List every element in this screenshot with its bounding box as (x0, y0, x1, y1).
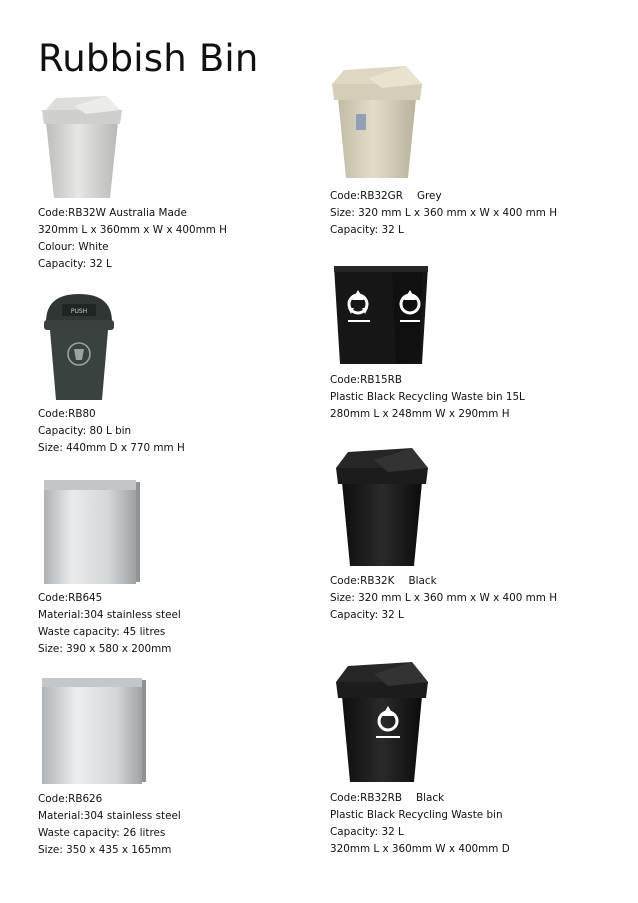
product-code: Code:RB32RB (330, 792, 403, 804)
product-code-line (330, 790, 510, 807)
stainless-steel-bin-645-image (42, 478, 142, 586)
product-description: Plastic Black Recycling Waste bin 15L (330, 391, 525, 403)
product-size: 280mm L x 248mm W x 290mm H (330, 408, 510, 420)
product-code: Code:RB80 (38, 408, 96, 420)
product-code: Code:RB32K (330, 575, 395, 587)
product-size: Size: 440mm D x 770 mm H (38, 442, 185, 454)
product-rb32k-details (330, 573, 557, 624)
product-colour: Black (416, 792, 445, 804)
product-size: Size: 390 x 580 x 200mm (38, 643, 172, 655)
product-rb32w-details (38, 205, 227, 273)
product-code-line (330, 573, 557, 590)
product-capacity: Capacity: 32 L (330, 224, 404, 236)
product-code: Code:RB32GR (330, 190, 403, 202)
stainless-steel-bin-626-image (40, 676, 148, 786)
push-label: PUSH (70, 308, 88, 315)
product-rb80-details (38, 406, 185, 457)
product-code: Code:RB626 (38, 793, 103, 805)
product-rb15rb-details (330, 372, 525, 423)
product-size: 320mm L x 360mm W x 400mm D (330, 843, 510, 855)
grey-swing-bin-image (328, 62, 426, 182)
product-size: 320mm L x 360mm x W x 400mm H (38, 224, 227, 236)
white-swing-bin-image (36, 92, 128, 202)
product-capacity: Capacity: 80 L bin (38, 425, 132, 437)
product-colour: Grey (416, 190, 442, 202)
product-code: Code:RB32W Australia Made (38, 207, 187, 219)
product-code-line (330, 188, 557, 205)
dome-bin-image (40, 292, 118, 402)
product-rb32gr-details (330, 188, 557, 239)
product-code: Code:RB15RB (330, 374, 403, 386)
product-capacity: Capacity: 32 L (330, 826, 404, 838)
product-size: Size: 350 x 435 x 165mm (38, 844, 172, 856)
product-code: Code:RB645 (38, 592, 103, 604)
product-colour: Colour: White (38, 241, 109, 253)
product-capacity: Waste capacity: 45 litres (38, 626, 166, 638)
product-capacity: Capacity: 32 L (330, 609, 404, 621)
product-capacity: Waste capacity: 26 litres (38, 827, 166, 839)
black-recycling-swing-bin-image (332, 658, 432, 786)
product-size: Size: 320 mm L x 360 mm x W x 400 mm H (330, 592, 558, 604)
product-size: Size: 320 mm L x 360 mm x W x 400 mm H (330, 207, 558, 219)
product-description: Plastic Black Recycling Waste bin (330, 809, 503, 821)
black-swing-bin-image (332, 444, 432, 570)
product-capacity: Capacity: 32 L (38, 258, 112, 270)
black-recycling-bin-15l-image (332, 262, 432, 366)
product-rb645-details (38, 590, 181, 658)
product-material: Material:304 stainless steel (38, 609, 181, 621)
product-rb32rb-details (330, 790, 510, 858)
product-material: Material:304 stainless steel (38, 810, 181, 822)
page-title: Rubbish Bin (38, 37, 259, 80)
product-rb626-details (38, 791, 181, 859)
product-colour: Black (408, 575, 437, 587)
